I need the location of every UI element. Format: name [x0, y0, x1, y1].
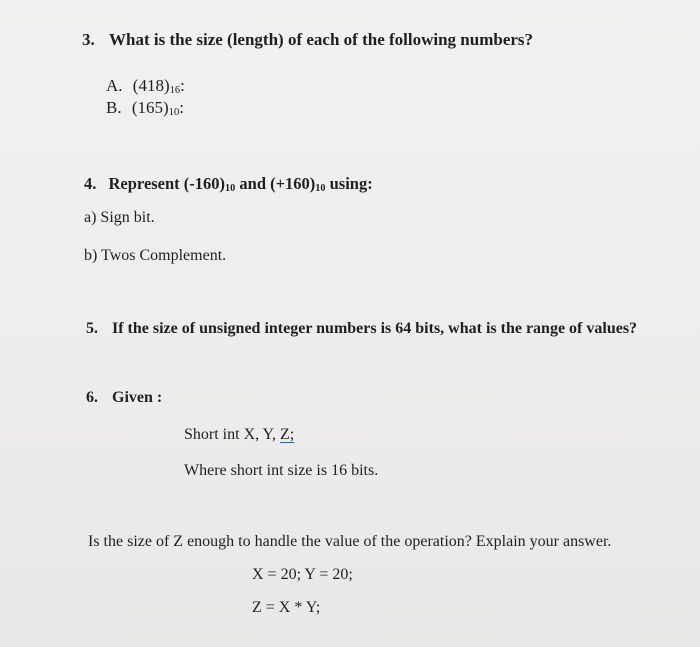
question-4-base-2: 10	[315, 183, 326, 195]
question-4-base-1: 10	[225, 183, 236, 195]
question-4-suffix: using:	[325, 174, 373, 193]
question-3	[82, 30, 533, 50]
item-b-colon: :	[179, 98, 184, 117]
question-3-text: What is the size (length) of each of the following numbers?	[109, 30, 534, 49]
question-3-item-b	[106, 98, 184, 118]
question-4-part-a: a) Sign bit.	[84, 209, 155, 226]
question-6	[86, 389, 162, 407]
size-note: Where short int size is 16 bits.	[184, 462, 379, 479]
question-5-number: 5.	[86, 320, 98, 337]
declaration-prefix: Short int X, Y,	[184, 426, 281, 443]
question-3-number: 3.	[82, 30, 95, 49]
question-6-number: 6.	[86, 389, 98, 406]
question-4-number: 4.	[84, 174, 97, 193]
declaration-line	[184, 426, 294, 444]
question-5	[86, 320, 637, 338]
declaration-z: Z;	[280, 426, 295, 443]
question-4	[84, 174, 373, 194]
question-3-item-a	[106, 76, 185, 96]
item-a-base: 16	[169, 85, 181, 97]
question-4-prefix: Represent (-160)	[108, 174, 226, 193]
item-a-colon: :	[180, 76, 185, 95]
question-6-text: Is the size of Z enough to handle the value of the operation? Explain your answer.	[88, 533, 612, 550]
operation-line: Z = X * Y;	[252, 599, 321, 616]
question-4-middle: and (+160)	[235, 174, 316, 193]
item-b-label: B.	[106, 98, 122, 117]
question-4-part-b: b) Twos Complement.	[84, 247, 227, 264]
item-b-base: 10	[168, 107, 180, 119]
item-a-label: A.	[106, 76, 123, 95]
item-b-value: (165)	[131, 98, 169, 117]
question-5-text: If the size of unsigned integer numbers is 64 bits, what is the range of values?	[112, 320, 638, 337]
item-a-value: (418)	[132, 76, 170, 95]
assignment-line: X = 20; Y = 20;	[252, 566, 353, 583]
question-6-given: Given :	[112, 389, 163, 406]
